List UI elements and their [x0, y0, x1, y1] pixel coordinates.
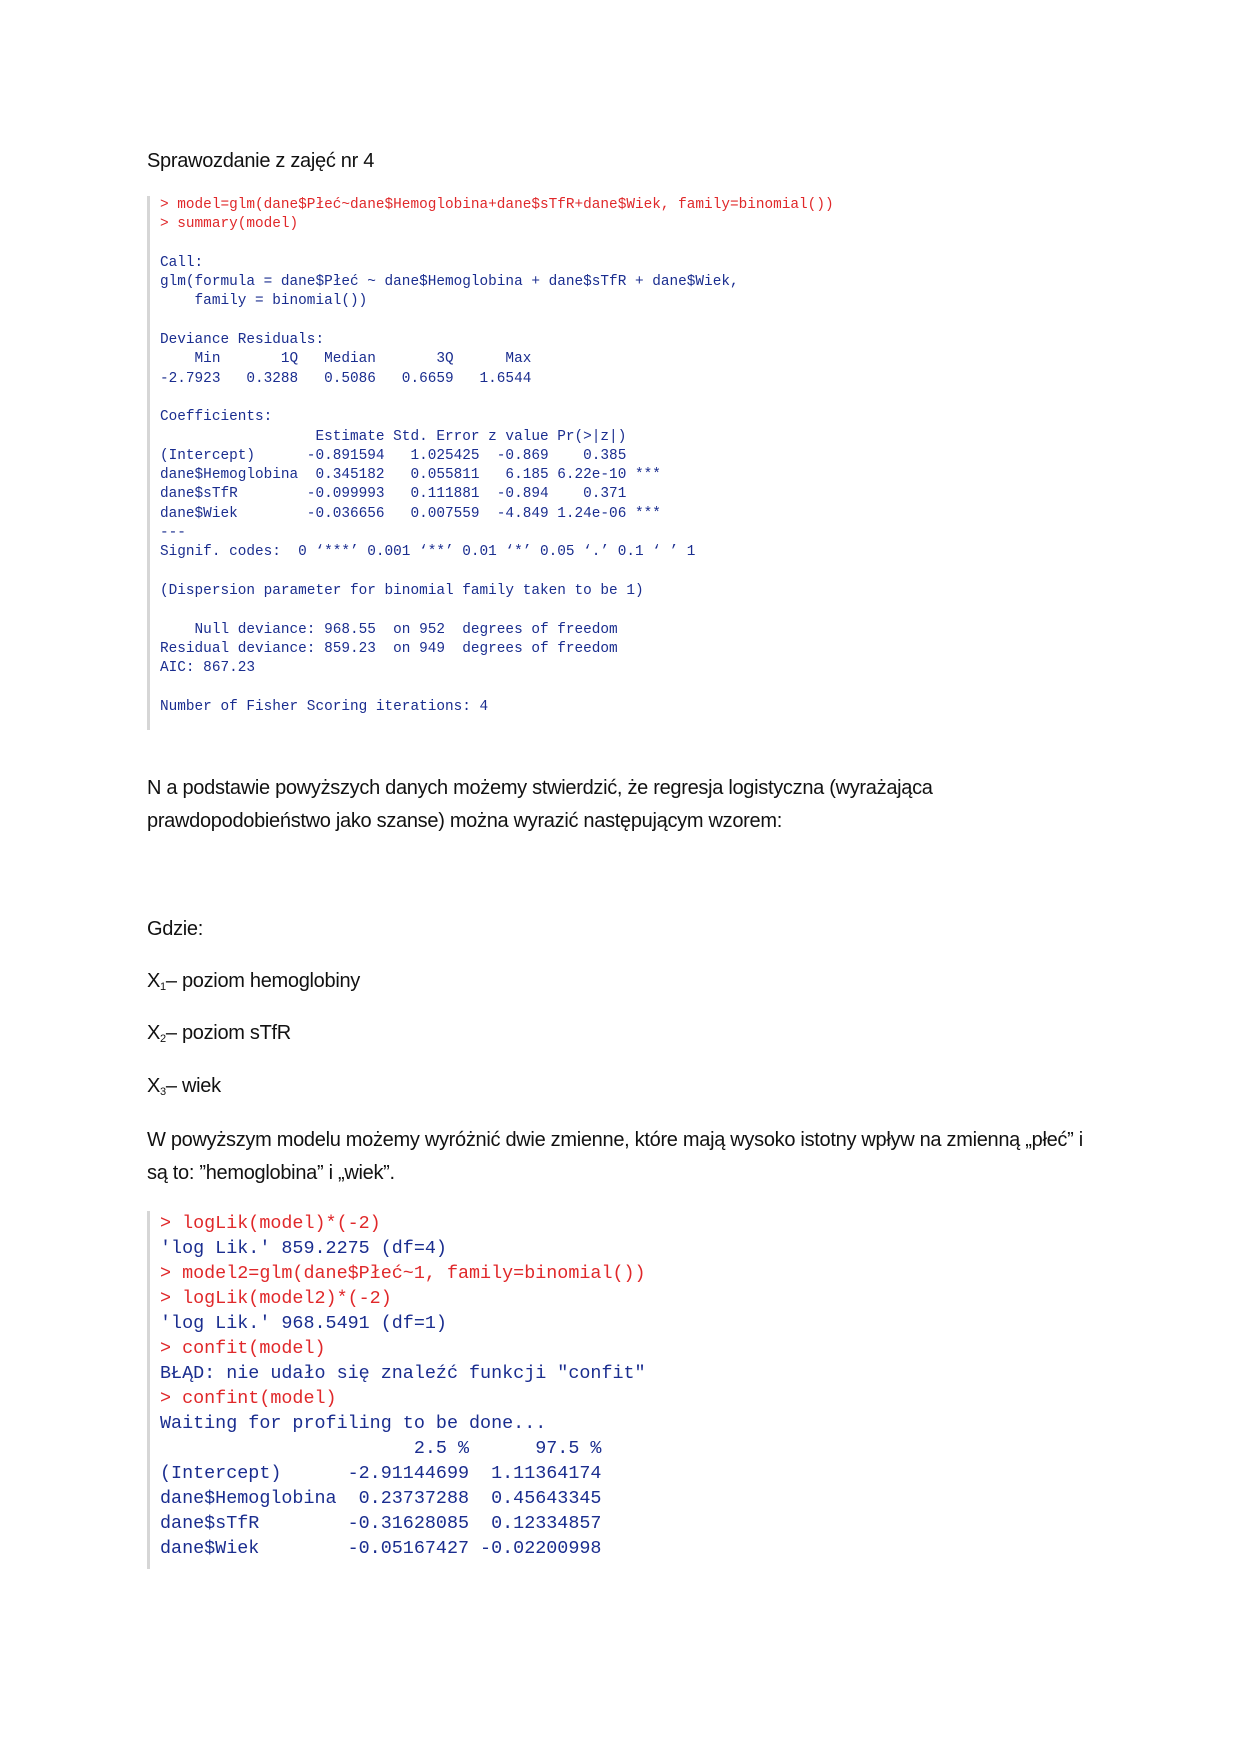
- variable-x2: [147, 1017, 291, 1056]
- r-console-output-loglik: [147, 1211, 860, 1569]
- console-blank-line: [160, 312, 1080, 331]
- console-command-line: > summary(model): [160, 216, 299, 233]
- console-command-line: > logLik(model)*(-2): [160, 1213, 381, 1234]
- console-blank-line: [160, 235, 1080, 254]
- console-output-line: glm(formula = dane$Płeć ~ dane$Hemoglobina + dane$sTfR + dane$Wiek,: [160, 274, 739, 291]
- console-output-line: ---: [160, 525, 186, 542]
- page-title: Sprawozdanie z zajęć nr 4: [147, 150, 375, 172]
- variable-subscript: 3: [160, 1086, 166, 1098]
- console-output-line: (Intercept) -2.91144699 1.11364174: [160, 1463, 602, 1484]
- console-blank-line: [160, 563, 1080, 582]
- variable-x1: [147, 965, 360, 1004]
- console-output-line: dane$sTfR -0.099993 0.111881 -0.894 0.371: [160, 486, 627, 503]
- variable-symbol: X: [147, 970, 161, 992]
- paragraph-intro: N a podstawie powyższych danych możemy stwierdzić, że regresja logistyczna (wyrażająca prawdopodobieństwo jako szanse) można wyrazić następującym wzorem:: [147, 777, 933, 832]
- console-output-line: Coefficients:: [160, 409, 273, 426]
- console-output-line: 'log Lik.' 859.2275 (df=4): [160, 1238, 447, 1259]
- console-output-line: dane$Hemoglobina 0.345182 0.055811 6.185 6.22e-10 ***: [160, 467, 661, 484]
- console-output-line: Signif. codes: 0 ‘***’ 0.001 ‘**’ 0.01 ‘*’ 0.05 ‘.’ 0.1 ‘ ’ 1: [160, 544, 696, 561]
- console-output-line: (Dispersion parameter for binomial family taken to be 1): [160, 582, 644, 599]
- variable-description: – poziom sTfR: [165, 1022, 291, 1044]
- console-output-line: dane$sTfR -0.31628085 0.12334857: [160, 1513, 602, 1534]
- console-output-line: Null deviance: 968.55 on 952 degrees of freedom: [160, 621, 618, 638]
- console-output-line: 2.5 % 97.5 %: [160, 1438, 602, 1459]
- console-output-line: Waiting for profiling to be done...: [160, 1413, 547, 1434]
- console-output-line: Call:: [160, 254, 204, 271]
- console-output-line: 'log Lik.' 968.5491 (df=1): [160, 1313, 447, 1334]
- console-command-line: > confit(model): [160, 1338, 326, 1359]
- variable-symbol: X: [147, 1075, 161, 1097]
- console-output-line: Min 1Q Median 3Q Max: [160, 351, 532, 368]
- console-output-line: Residual deviance: 859.23 on 949 degrees of freedom: [160, 640, 618, 657]
- console-output-line: Deviance Residuals:: [160, 332, 325, 349]
- paragraph-conclusion: W powyższym modelu możemy wyróżnić dwie zmienne, które mają wysoko istotny wpływ na zmienną „płeć” i są to: ”hemoglobina” i „wiek”.: [147, 1129, 1083, 1184]
- console-blank-line: [160, 389, 1080, 408]
- console-output-line: dane$Hemoglobina 0.23737288 0.45643345: [160, 1488, 602, 1509]
- console-command-line: > model2=glm(dane$Płeć~1, family=binomial()): [160, 1263, 646, 1284]
- variable-description: – poziom hemoglobiny: [165, 970, 360, 992]
- console-output-line: dane$Wiek -0.036656 0.007559 -4.849 1.24e-06 ***: [160, 505, 661, 522]
- console-output-line: BŁĄD: nie udało się znaleźć funkcji "confit": [160, 1363, 646, 1384]
- r-console-output-summary: [147, 196, 1080, 730]
- console-output-line: (Intercept) -0.891594 1.025425 -0.869 0.385: [160, 447, 627, 464]
- console-output-line: Estimate Std. Error z value Pr(>|z|): [160, 428, 627, 445]
- console-command-line: > model=glm(dane$Płeć~dane$Hemoglobina+dane$sTfR+dane$Wiek, family=binomial()): [160, 197, 834, 213]
- variable-x3: [147, 1070, 221, 1109]
- console-blank-line: [160, 601, 1080, 620]
- console-command-line: > confint(model): [160, 1388, 337, 1409]
- console-output-line: Number of Fisher Scoring iterations: 4: [160, 698, 489, 715]
- console-blank-line: [160, 678, 1080, 697]
- paragraph-gdzie: Gdzie:: [147, 918, 204, 940]
- console-output-line: family = binomial()): [160, 293, 368, 310]
- console-output-line: dane$Wiek -0.05167427 -0.02200998: [160, 1538, 602, 1559]
- console-command-line: > logLik(model2)*(-2): [160, 1288, 392, 1309]
- variable-description: – wiek: [165, 1075, 221, 1097]
- variable-subscript: 2: [160, 1033, 166, 1045]
- variable-subscript: 1: [160, 981, 166, 993]
- variable-symbol: X: [147, 1022, 161, 1044]
- console-output-line: -2.7923 0.3288 0.5086 0.6659 1.6544: [160, 370, 532, 387]
- console-output-line: AIC: 867.23: [160, 660, 255, 677]
